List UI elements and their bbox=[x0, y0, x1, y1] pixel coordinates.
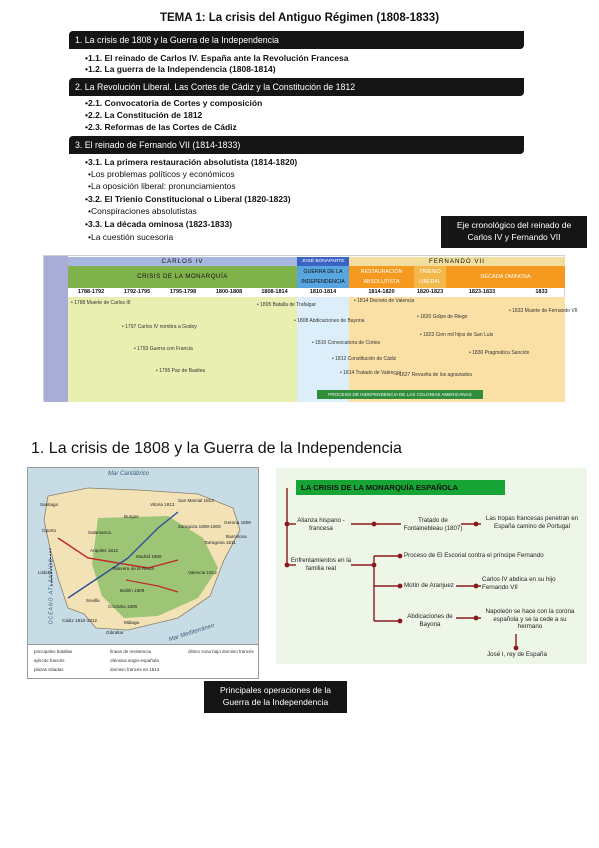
section-3-bar: 3. El reinado de Fernando VII (1814-1833) bbox=[69, 136, 524, 154]
section-2-bar: 2. La Revolución Liberal. Las Cortes de Cádiz y la Constitución de 1812 bbox=[69, 78, 524, 96]
outline-item: •2.3. Reformas de las Cortes de Cádiz bbox=[85, 122, 237, 132]
node-dot bbox=[285, 522, 290, 527]
city-label: Gibraltar bbox=[106, 630, 124, 635]
outline-item: •2.2. La Constitución de 1812 bbox=[85, 110, 203, 120]
page-title: TEMA 1: La crisis del Antiguo Régimen (1808-1833) bbox=[159, 12, 440, 24]
city-label: Madrid 1808 bbox=[136, 554, 162, 559]
outline-item: •3.1. La primera restauración absolutista (1814-1820) bbox=[85, 157, 298, 167]
timeline-note: • 1808 Abdicaciones de Bayona bbox=[294, 318, 365, 324]
timeline-note: • 1795 Paz de Basilea bbox=[156, 368, 206, 374]
monarchy-crisis-diagram bbox=[276, 468, 587, 664]
outline-item: •3.3. La década ominosa (1823-1833) bbox=[85, 219, 233, 229]
city-label: Córdoba 1808 bbox=[108, 604, 138, 609]
timeline-note: • 1823 Cien mil hijos de San Luis bbox=[420, 332, 494, 338]
node-dot bbox=[514, 646, 519, 651]
city-label: Burgos bbox=[124, 514, 139, 519]
timeline-caption: Eje cronológico del reinado de Carlos IV y Fernando VII bbox=[441, 216, 587, 248]
timeline-left-band bbox=[44, 256, 68, 402]
timeline-note: • 1820 Golpe de Riego bbox=[417, 314, 468, 320]
node-tratado: Tratado de Fontainebleau (1807) bbox=[403, 517, 463, 532]
legend-item: ofensiva anglo-española bbox=[110, 658, 159, 663]
sea-label: Mar Mediterráneo bbox=[168, 622, 216, 644]
node-alianza: Alianza hispano - francesa bbox=[297, 517, 345, 532]
node-tropas: Las tropas francesas penetran en España camino de Portugal bbox=[485, 515, 579, 530]
node-dot bbox=[398, 554, 403, 559]
timeline-note: • 1814 Decreto de Valencia bbox=[354, 298, 415, 304]
outline-item: •1.1. El reinado de Carlos IV. España ante la Revolución Francesa bbox=[85, 53, 349, 63]
period-cell: 1808-1814 bbox=[261, 289, 288, 295]
timeline-note: • 1833 Muerte de Fernando VII bbox=[509, 308, 578, 314]
period-cell: 1800-1808 bbox=[215, 289, 243, 295]
node-aranjuez: Motín de Aranjuez bbox=[404, 582, 454, 589]
node-escorial: Proceso de El Escorial contra el príncipe Fernando bbox=[404, 552, 544, 559]
city-label: Santiago bbox=[40, 502, 59, 507]
period-cell: 1833 bbox=[535, 289, 548, 295]
outline-item: •Los problemas políticos y económicos bbox=[88, 169, 235, 179]
timeline-note: • 1810 Convocatoria de Cortes bbox=[312, 340, 381, 346]
node-enfrentamientos: Enfrentamientos en la familia real bbox=[290, 557, 352, 572]
period-crisis: CRISIS DE LA MONARQUÍA bbox=[68, 266, 297, 288]
node-abdicaciones: Abdicaciones de Bayona bbox=[407, 613, 453, 628]
node-dot bbox=[474, 584, 479, 589]
period-cell: 1814-1820 bbox=[368, 289, 395, 295]
city-label: Valencia 1812 bbox=[188, 570, 217, 575]
city-label: Arapiles 1812 bbox=[90, 548, 119, 553]
node-dot bbox=[372, 563, 377, 568]
chronological-timeline bbox=[43, 255, 578, 401]
node-napoleon: Napoleón se hace con la corona española y se la cede a su hermano bbox=[485, 608, 575, 631]
node-dot bbox=[398, 584, 403, 589]
outline-item: •1.2. La guerra de la Independencia (1808-1814) bbox=[85, 64, 276, 74]
timeline-note: • 1814 Tratado de Valençay bbox=[340, 370, 402, 376]
legend-item: último zona bajo dominio francés bbox=[188, 649, 254, 654]
outline-item: •Conspiraciones absolutistas bbox=[88, 206, 197, 216]
node-carlos-abdica: Carlos IV abdica en su hijo Fernando VII bbox=[482, 576, 556, 591]
legend-item: líneas de resistencia bbox=[110, 649, 152, 654]
sea-label: OCÉANO ATLÁNTICO bbox=[48, 557, 55, 625]
map-legend bbox=[28, 644, 259, 678]
legend-item: principales batallas bbox=[34, 649, 73, 654]
period-cell: 1788-1792 bbox=[77, 289, 105, 295]
outline-item: •La oposición liberal: pronunciamientos bbox=[88, 181, 236, 191]
city-label: Oporto bbox=[42, 528, 57, 533]
node-jose: José I, rey de España bbox=[487, 651, 547, 658]
guerra-area bbox=[297, 297, 349, 402]
outline-item: •La cuestión sucesoria bbox=[88, 232, 174, 242]
outline-item: •3.2. El Trienio Constitucional o Liberal (1820-1823) bbox=[85, 194, 291, 204]
period-cell: 1810-1814 bbox=[309, 289, 337, 295]
timeline-note: • 1793 Guerra con Francia bbox=[134, 346, 193, 352]
period-cell: 1792-1795 bbox=[123, 289, 151, 295]
node-dot bbox=[372, 522, 377, 527]
diagram-title: LA CRISIS DE LA MONARQUÍA ESPAÑOLA bbox=[296, 480, 505, 495]
period-guerra: GUERRA DE LA INDEPENDENCIA bbox=[297, 266, 349, 288]
city-label: Lisboa bbox=[38, 570, 52, 575]
city-label: San Marcial 1813 bbox=[178, 498, 214, 503]
node-dot bbox=[474, 616, 479, 621]
city-label: Bailén 1808 bbox=[120, 588, 145, 593]
colonies-tag: PROCESO DE INDEPENDENCIA DE LAS COLONIAS AMERICANAS bbox=[317, 390, 483, 399]
period-restauracion: RESTAURACIÓN ABSOLUTISTA bbox=[349, 266, 414, 288]
reign-fernando: FERNANDO VII bbox=[349, 257, 565, 266]
outline-item: •2.1. Convocatoria de Cortes y composición bbox=[85, 98, 263, 108]
period-cell: 1820-1823 bbox=[416, 289, 444, 295]
city-label: Sevilla bbox=[86, 598, 100, 603]
reign-jose: JOSÉ BONAPARTE bbox=[297, 257, 349, 266]
sea-label: Mar Cantábrico bbox=[108, 471, 150, 477]
city-label: Vitoria 1813 bbox=[150, 502, 175, 507]
period-cell: 1823-1833 bbox=[468, 289, 496, 295]
section-1-bar: 1. La crisis de 1808 y la Guerra de la Independencia bbox=[69, 31, 524, 49]
city-label: Tarragona 1811 bbox=[204, 540, 236, 545]
timeline-note: • 1797 Carlos IV nombra a Godoy bbox=[122, 324, 197, 330]
period-cell: 1795-1798 bbox=[169, 289, 197, 295]
period-trienio: TRIENIO LIBERAL bbox=[414, 266, 446, 288]
timeline-note: • 1830 Pragmática Sanción bbox=[469, 350, 530, 356]
section-heading: 1. La crisis de 1808 y la Guerra de la Independencia bbox=[31, 440, 402, 457]
legend-item: plazas sitiadas bbox=[34, 667, 64, 672]
city-label: Málaga bbox=[124, 620, 140, 625]
legend-item: dominio francés en 1812 bbox=[110, 667, 160, 672]
node-dot bbox=[474, 522, 479, 527]
timeline-note: • 1788 Muerte de Carlos III bbox=[71, 300, 131, 306]
city-label: Gerona 1809 bbox=[224, 520, 251, 525]
legend-item: ejército francés bbox=[34, 658, 65, 663]
city-label: Cádiz 1810-1812 bbox=[62, 618, 97, 623]
city-label: Salamanca bbox=[88, 530, 111, 535]
node-dot bbox=[285, 563, 290, 568]
reign-carlos: CARLOS IV bbox=[68, 257, 297, 266]
war-map bbox=[27, 467, 259, 679]
period-decada: DÉCADA OMINOSA bbox=[446, 266, 565, 288]
city-label: Barcelona bbox=[226, 534, 247, 539]
city-label: Zaragoza 1808-1809 bbox=[178, 524, 221, 529]
city-label: Talavera de la Reina bbox=[112, 566, 154, 571]
timeline-note: • 1812 Constitución de Cádiz bbox=[332, 356, 397, 362]
map-caption: Principales operaciones de la Guerra de la Independencia bbox=[204, 681, 347, 713]
timeline-note: • 1805 Batalla de Trafalgar bbox=[257, 302, 317, 308]
timeline-note: • 1827 Revuelta de los agraviados bbox=[396, 372, 472, 378]
